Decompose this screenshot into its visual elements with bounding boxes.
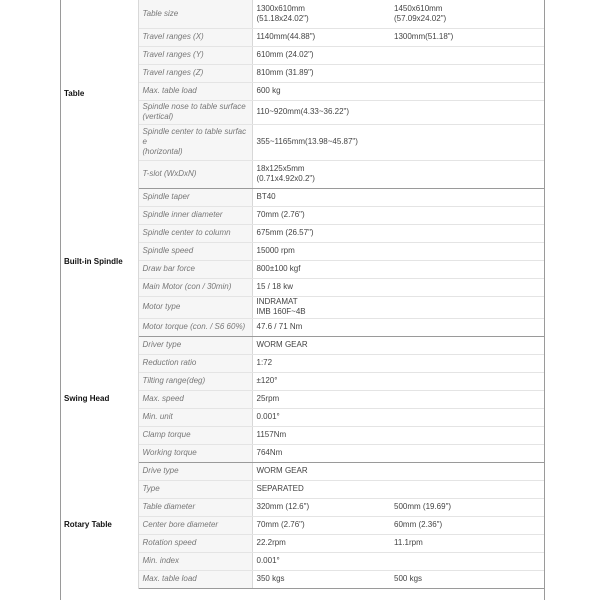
spec-value: SEPARATED xyxy=(252,480,544,498)
spec-value: 1300x610mm (51.18x24.02") xyxy=(252,0,390,28)
table-right-rule xyxy=(544,0,545,600)
spec-label: Max. table load xyxy=(138,570,252,588)
spec-value-alt: 11.1rpm xyxy=(390,534,544,552)
spec-value: 22.2rpm xyxy=(252,534,390,552)
spec-value: 18x125x5mm (0.71x4.92x0.2") xyxy=(252,160,544,188)
spec-value-alt: 500 kgs xyxy=(390,570,544,588)
spec-value: 600 kg xyxy=(252,82,544,100)
spec-label: Draw bar force xyxy=(138,260,252,278)
table-row xyxy=(60,336,544,354)
spec-value: 810mm (31.89") xyxy=(252,64,544,82)
spec-label: Tilting range(deg) xyxy=(138,372,252,390)
section-title-rotary-table: Rotary Table xyxy=(60,462,138,588)
spec-value: 1:72 xyxy=(252,354,544,372)
spec-label: Travel ranges (Z) xyxy=(138,64,252,82)
spec-label: Rotation speed xyxy=(138,534,252,552)
spec-value-alt: 60mm (2.36") xyxy=(390,516,544,534)
spec-label: Working torque xyxy=(138,444,252,462)
spec-label: Spindle speed xyxy=(138,242,252,260)
section-title-swing-head: Swing Head xyxy=(60,336,138,462)
spec-label: Spindle inner diameter xyxy=(138,206,252,224)
table-left-rule xyxy=(60,0,61,600)
spec-label: Main Motor (con / 30min) xyxy=(138,278,252,296)
spec-value: 1140mm(44.88") xyxy=(252,28,390,46)
spec-value: 47.6 / 71 Nm xyxy=(252,318,544,336)
spec-label: Spindle center to column xyxy=(138,224,252,242)
spec-value: 0.001° xyxy=(252,552,544,570)
spec-value: INDRAMAT IMB 160F~4B xyxy=(252,296,544,318)
table-row xyxy=(60,188,544,206)
spec-value: WORM GEAR xyxy=(252,336,544,354)
spec-value: 800±100 kgf xyxy=(252,260,544,278)
spec-label: Max. speed xyxy=(138,390,252,408)
spec-value: WORM GEAR xyxy=(252,462,544,480)
spec-value: 1157Nm xyxy=(252,426,544,444)
spec-value: 25rpm xyxy=(252,390,544,408)
section-title-built-in-spindle: Built-in Spindle xyxy=(60,188,138,336)
spec-value: 15000 rpm xyxy=(252,242,544,260)
spec-label: Max. table load xyxy=(138,82,252,100)
spec-value: ±120° xyxy=(252,372,544,390)
spec-label: Drive type xyxy=(138,462,252,480)
spec-value: 675mm (26.57") xyxy=(252,224,544,242)
spec-value: 355~1165mm(13.98~45.87") xyxy=(252,124,544,160)
spec-label: Table diameter xyxy=(138,498,252,516)
spec-value-alt: 1450x610mm (57.09x24.02") xyxy=(390,0,544,28)
spec-value-alt: 500mm (19.69") xyxy=(390,498,544,516)
spec-value: 350 kgs xyxy=(252,570,390,588)
table-row xyxy=(60,462,544,480)
spec-label: Clamp torque xyxy=(138,426,252,444)
spec-label: Spindle nose to table surface (vertical) xyxy=(138,100,252,124)
spec-label: Spindle taper xyxy=(138,188,252,206)
spec-label: Travel ranges (Y) xyxy=(138,46,252,64)
spec-label: Type xyxy=(138,480,252,498)
spec-label: Spindle center to table surfac e (horizontal) xyxy=(138,124,252,160)
spec-label: Center bore diameter xyxy=(138,516,252,534)
spec-value: BT40 xyxy=(252,188,544,206)
spec-label: Min. index xyxy=(138,552,252,570)
spec-value: 110~920mm(4.33~36.22") xyxy=(252,100,544,124)
spec-value: 70mm (2.76") xyxy=(252,516,390,534)
spec-value: 15 / 18 kw xyxy=(252,278,544,296)
spec-label: T-slot (WxDxN) xyxy=(138,160,252,188)
spec-label: Driver type xyxy=(138,336,252,354)
table-row xyxy=(60,0,544,28)
section-title-table: Table xyxy=(60,0,138,188)
specifications-table xyxy=(60,0,544,589)
spec-value: 70mm (2.76") xyxy=(252,206,544,224)
spec-value: 764Nm xyxy=(252,444,544,462)
spec-label: Table size xyxy=(138,0,252,28)
spec-label: Motor torque (con. / S6 60%) xyxy=(138,318,252,336)
spec-value: 320mm (12.6") xyxy=(252,498,390,516)
spec-label: Reduction ratio xyxy=(138,354,252,372)
spec-label: Min. unit xyxy=(138,408,252,426)
spec-value-alt: 1300mm(51.18") xyxy=(390,28,544,46)
spec-label: Motor type xyxy=(138,296,252,318)
spec-label: Travel ranges (X) xyxy=(138,28,252,46)
spec-value: 0.001° xyxy=(252,408,544,426)
spec-value: 610mm (24.02") xyxy=(252,46,544,64)
